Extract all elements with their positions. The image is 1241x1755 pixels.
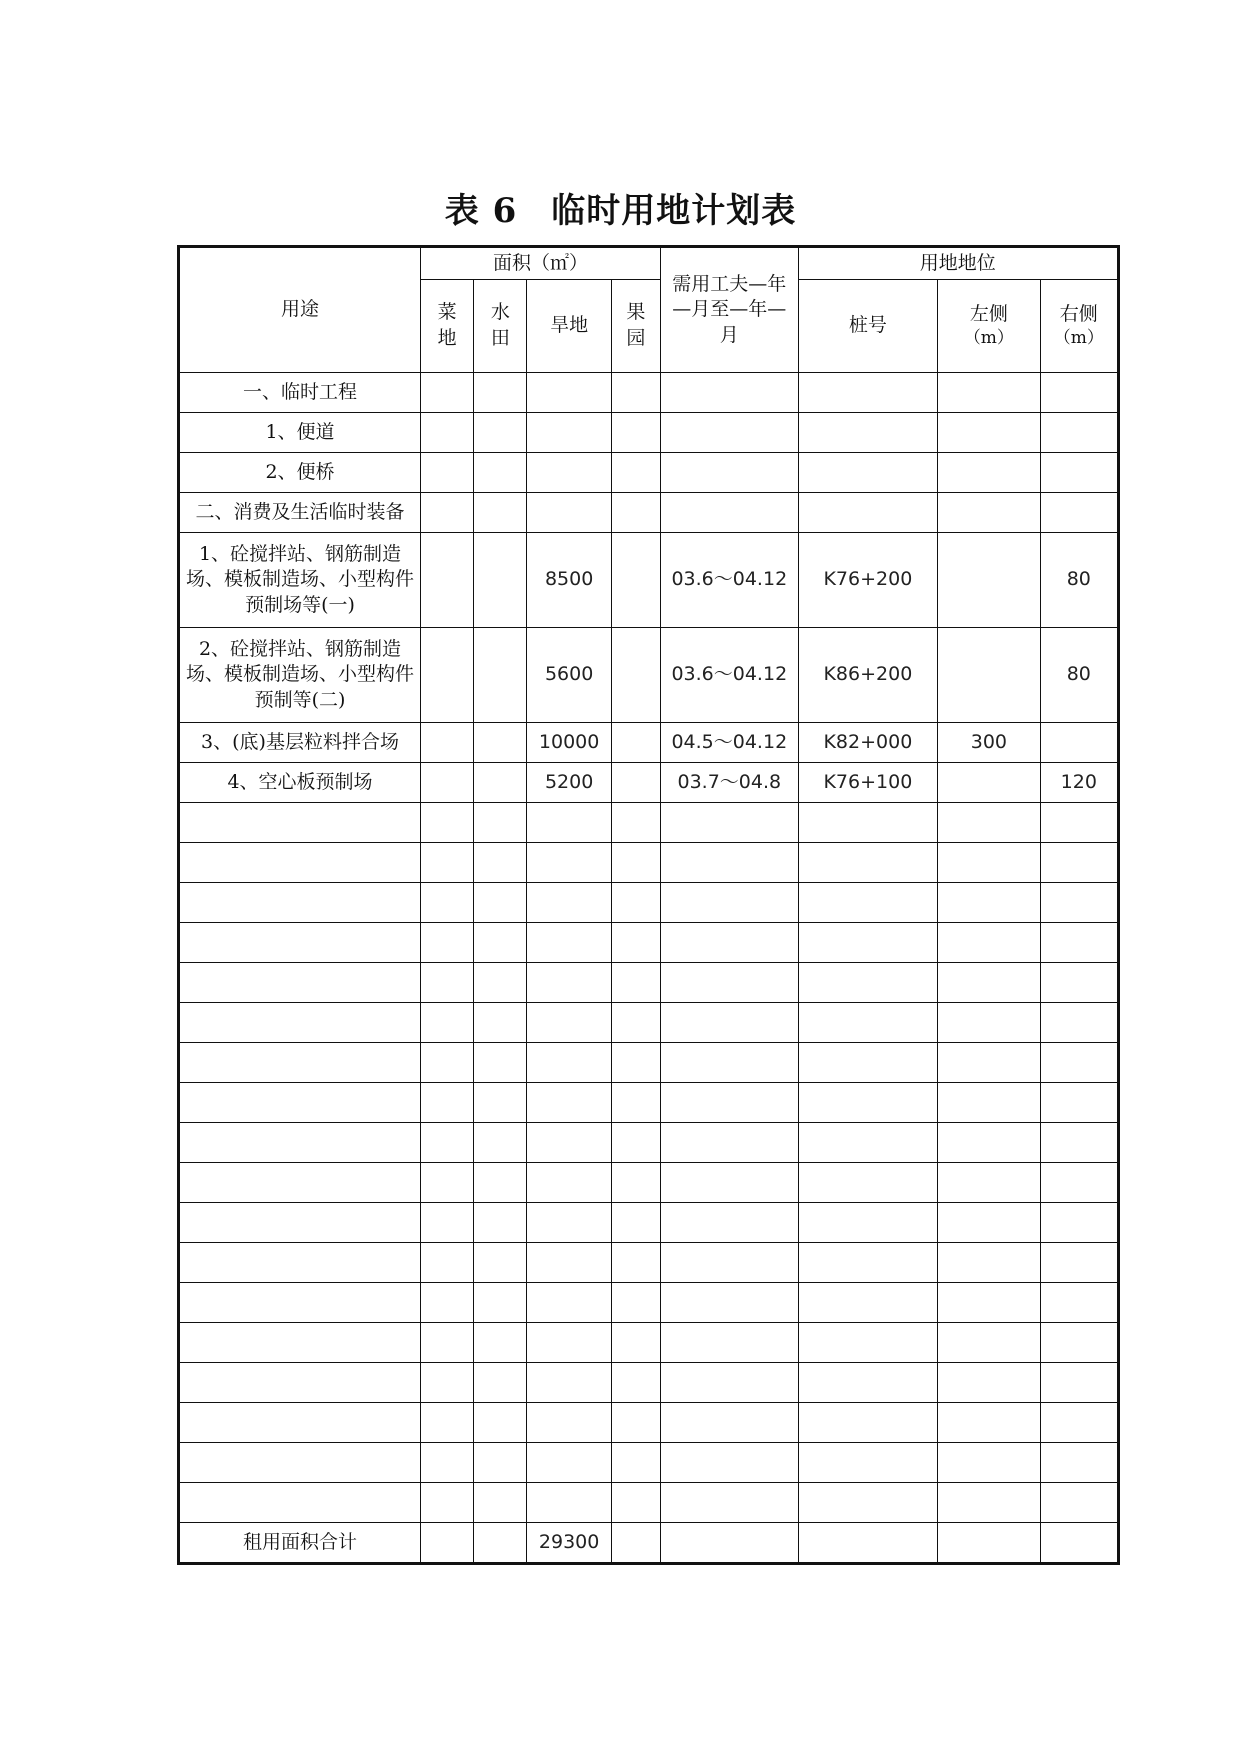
cell-duration xyxy=(661,1163,799,1203)
cell-use xyxy=(179,1283,421,1323)
cell-duration xyxy=(661,1363,799,1403)
cell-duration xyxy=(661,923,799,963)
total-cell-right xyxy=(1040,1523,1118,1564)
cell-use xyxy=(179,843,421,883)
header-left-label: 左侧 xyxy=(969,302,1008,325)
cell-veg xyxy=(421,413,474,453)
cell-left xyxy=(938,1283,1040,1323)
cell-right xyxy=(1040,1443,1118,1483)
cell-use xyxy=(179,1003,421,1043)
total-cell-use: 租用面积合计 xyxy=(179,1523,421,1564)
header-right-label: 右侧 xyxy=(1059,302,1098,325)
cell-orchard xyxy=(611,843,660,883)
cell-duration xyxy=(661,803,799,843)
cell-left xyxy=(938,628,1040,723)
cell-duration: 03.6～04.12 xyxy=(661,533,799,628)
cell-veg xyxy=(421,1483,474,1523)
cell-paddy xyxy=(474,883,527,923)
empty-row xyxy=(179,843,1119,883)
header-orchard: 果园 xyxy=(611,280,660,373)
cell-duration xyxy=(661,1043,799,1083)
cell-station xyxy=(798,453,938,493)
header-area-group: 面积（㎡） xyxy=(421,247,661,280)
cell-dry xyxy=(527,843,611,883)
cell-use: 一、临时工程 xyxy=(179,373,421,413)
cell-use xyxy=(179,803,421,843)
cell-paddy xyxy=(474,373,527,413)
cell-station xyxy=(798,963,938,1003)
cell-veg xyxy=(421,1363,474,1403)
cell-veg xyxy=(421,1043,474,1083)
cell-left xyxy=(938,1403,1040,1443)
total-cell-duration xyxy=(661,1523,799,1564)
cell-station xyxy=(798,1043,938,1083)
cell-veg xyxy=(421,1083,474,1123)
cell-left xyxy=(938,803,1040,843)
empty-row xyxy=(179,923,1119,963)
cell-paddy xyxy=(474,533,527,628)
cell-dry xyxy=(527,803,611,843)
cell-duration xyxy=(661,1203,799,1243)
cell-veg xyxy=(421,963,474,1003)
total-cell-station xyxy=(798,1523,938,1564)
total-cell-paddy xyxy=(474,1523,527,1564)
cell-orchard xyxy=(611,1363,660,1403)
header-veg: 菜地 xyxy=(421,280,474,373)
cell-veg xyxy=(421,1323,474,1363)
cell-left xyxy=(938,493,1040,533)
cell-dry xyxy=(527,1123,611,1163)
cell-orchard xyxy=(611,1483,660,1523)
empty-row xyxy=(179,1363,1119,1403)
table-row xyxy=(179,453,1119,493)
cell-dry xyxy=(527,963,611,1003)
cell-veg xyxy=(421,1243,474,1283)
cell-duration xyxy=(661,1243,799,1283)
table-number: 表 6 xyxy=(444,191,518,231)
cell-paddy xyxy=(474,923,527,963)
cell-station xyxy=(798,1483,938,1523)
cell-use: 2、便桥 xyxy=(179,453,421,493)
cell-right xyxy=(1040,453,1118,493)
cell-use xyxy=(179,1243,421,1283)
cell-veg xyxy=(421,453,474,493)
cell-duration xyxy=(661,1323,799,1363)
total-row xyxy=(179,1523,1119,1564)
cell-orchard xyxy=(611,1123,660,1163)
cell-right xyxy=(1040,963,1118,1003)
cell-paddy xyxy=(474,413,527,453)
cell-station xyxy=(798,493,938,533)
cell-orchard xyxy=(611,493,660,533)
cell-paddy xyxy=(474,803,527,843)
cell-paddy xyxy=(474,1443,527,1483)
cell-dry xyxy=(527,1243,611,1283)
cell-veg xyxy=(421,628,474,723)
cell-paddy xyxy=(474,843,527,883)
cell-dry xyxy=(527,493,611,533)
cell-duration xyxy=(661,1083,799,1123)
cell-right xyxy=(1040,1163,1118,1203)
cell-paddy xyxy=(474,1483,527,1523)
cell-left xyxy=(938,1043,1040,1083)
cell-right xyxy=(1040,1243,1118,1283)
cell-orchard xyxy=(611,1323,660,1363)
cell-station xyxy=(798,883,938,923)
cell-orchard xyxy=(611,1283,660,1323)
cell-station xyxy=(798,1123,938,1163)
cell-paddy xyxy=(474,1163,527,1203)
cell-right xyxy=(1040,373,1118,413)
cell-paddy xyxy=(474,1243,527,1283)
header-left xyxy=(938,280,1040,373)
table-row xyxy=(179,723,1119,763)
cell-paddy xyxy=(474,963,527,1003)
cell-left xyxy=(938,1483,1040,1523)
empty-row xyxy=(179,1323,1119,1363)
cell-paddy xyxy=(474,1323,527,1363)
cell-right xyxy=(1040,413,1118,453)
cell-duration xyxy=(661,1443,799,1483)
cell-use xyxy=(179,1123,421,1163)
cell-station xyxy=(798,1283,938,1323)
empty-row xyxy=(179,1403,1119,1443)
empty-row xyxy=(179,803,1119,843)
cell-orchard xyxy=(611,1083,660,1123)
cell-veg xyxy=(421,803,474,843)
cell-duration xyxy=(661,1483,799,1523)
cell-veg xyxy=(421,493,474,533)
cell-orchard xyxy=(611,1003,660,1043)
cell-orchard xyxy=(611,763,660,803)
cell-orchard xyxy=(611,453,660,493)
cell-use: 1、砼搅拌站、钢筋制造场、模板制造场、小型构件预制场等(一) xyxy=(179,533,421,628)
cell-right: 120 xyxy=(1040,763,1118,803)
cell-paddy xyxy=(474,1283,527,1323)
empty-row xyxy=(179,1243,1119,1283)
cell-duration xyxy=(661,1123,799,1163)
cell-right xyxy=(1040,1403,1118,1443)
cell-duration xyxy=(661,1403,799,1443)
table-row xyxy=(179,628,1119,723)
cell-orchard xyxy=(611,1163,660,1203)
cell-dry xyxy=(527,1003,611,1043)
cell-paddy xyxy=(474,628,527,723)
cell-use xyxy=(179,963,421,1003)
cell-orchard xyxy=(611,1203,660,1243)
empty-row xyxy=(179,1043,1119,1083)
cell-paddy xyxy=(474,723,527,763)
cell-veg xyxy=(421,1163,474,1203)
cell-veg xyxy=(421,1203,474,1243)
cell-use: 3、(底)基层粒料拌合场 xyxy=(179,723,421,763)
cell-left xyxy=(938,1003,1040,1043)
table-row xyxy=(179,413,1119,453)
cell-veg xyxy=(421,843,474,883)
cell-right xyxy=(1040,1483,1118,1523)
cell-left xyxy=(938,1163,1040,1203)
page-title xyxy=(0,183,1241,232)
cell-use: 4、空心板预制场 xyxy=(179,763,421,803)
cell-right xyxy=(1040,1043,1118,1083)
cell-veg xyxy=(421,1283,474,1323)
cell-left xyxy=(938,1203,1040,1243)
cell-use: 1、便道 xyxy=(179,413,421,453)
cell-dry: 10000 xyxy=(527,723,611,763)
cell-dry xyxy=(527,373,611,413)
cell-use: 二、消费及生活临时装备 xyxy=(179,493,421,533)
cell-veg xyxy=(421,723,474,763)
cell-left xyxy=(938,883,1040,923)
cell-duration: 03.7～04.8 xyxy=(661,763,799,803)
cell-dry xyxy=(527,1043,611,1083)
cell-veg xyxy=(421,373,474,413)
cell-station xyxy=(798,1323,938,1363)
cell-duration: 03.6～04.12 xyxy=(661,628,799,723)
header-location-group: 用地地位 xyxy=(798,247,1118,280)
cell-duration xyxy=(661,413,799,453)
cell-duration xyxy=(661,453,799,493)
table-title: 临时用地计划表 xyxy=(551,191,797,231)
cell-station: K86+200 xyxy=(798,628,938,723)
cell-left xyxy=(938,1443,1040,1483)
total-cell-veg xyxy=(421,1523,474,1564)
cell-station xyxy=(798,1363,938,1403)
cell-station xyxy=(798,413,938,453)
cell-left: 300 xyxy=(938,723,1040,763)
cell-right xyxy=(1040,883,1118,923)
cell-left xyxy=(938,1323,1040,1363)
cell-duration xyxy=(661,1283,799,1323)
cell-orchard xyxy=(611,373,660,413)
cell-veg xyxy=(421,1443,474,1483)
cell-use xyxy=(179,1163,421,1203)
cell-left xyxy=(938,923,1040,963)
header-left-unit: （m） xyxy=(963,328,1014,349)
empty-row xyxy=(179,1443,1119,1483)
empty-row xyxy=(179,1283,1119,1323)
cell-paddy xyxy=(474,493,527,533)
cell-station xyxy=(798,1243,938,1283)
cell-dry xyxy=(527,1083,611,1123)
cell-dry xyxy=(527,883,611,923)
cell-paddy xyxy=(474,1123,527,1163)
cell-right xyxy=(1040,1283,1118,1323)
cell-right xyxy=(1040,923,1118,963)
cell-orchard xyxy=(611,533,660,628)
cell-dry xyxy=(527,1443,611,1483)
cell-right xyxy=(1040,1123,1118,1163)
cell-left xyxy=(938,1123,1040,1163)
cell-orchard xyxy=(611,803,660,843)
cell-paddy xyxy=(474,1363,527,1403)
cell-left xyxy=(938,963,1040,1003)
cell-duration: 04.5～04.12 xyxy=(661,723,799,763)
empty-row xyxy=(179,1163,1119,1203)
cell-use xyxy=(179,1203,421,1243)
cell-orchard xyxy=(611,723,660,763)
cell-right xyxy=(1040,1363,1118,1403)
cell-duration xyxy=(661,963,799,1003)
cell-duration xyxy=(661,883,799,923)
cell-dry xyxy=(527,1483,611,1523)
cell-use xyxy=(179,1403,421,1443)
empty-row xyxy=(179,1203,1119,1243)
cell-right: 80 xyxy=(1040,628,1118,723)
cell-right xyxy=(1040,843,1118,883)
cell-station xyxy=(798,1163,938,1203)
cell-use xyxy=(179,883,421,923)
empty-row xyxy=(179,1083,1119,1123)
cell-veg xyxy=(421,1123,474,1163)
cell-left xyxy=(938,763,1040,803)
table-row xyxy=(179,763,1119,803)
cell-station: K76+100 xyxy=(798,763,938,803)
cell-right xyxy=(1040,1003,1118,1043)
empty-row xyxy=(179,1483,1119,1523)
cell-left xyxy=(938,1083,1040,1123)
cell-station xyxy=(798,1083,938,1123)
cell-station: K82+000 xyxy=(798,723,938,763)
cell-dry: 8500 xyxy=(527,533,611,628)
cell-duration xyxy=(661,493,799,533)
cell-left xyxy=(938,453,1040,493)
cell-veg xyxy=(421,1003,474,1043)
cell-use: 2、砼搅拌站、钢筋制造场、模板制造场、小型构件预制等(二) xyxy=(179,628,421,723)
cell-paddy xyxy=(474,763,527,803)
header-use: 用途 xyxy=(179,247,421,373)
cell-orchard xyxy=(611,1243,660,1283)
cell-veg xyxy=(421,883,474,923)
cell-station xyxy=(798,1403,938,1443)
cell-orchard xyxy=(611,883,660,923)
cell-orchard xyxy=(611,963,660,1003)
header-paddy: 水田 xyxy=(474,280,527,373)
cell-use xyxy=(179,1363,421,1403)
cell-orchard xyxy=(611,923,660,963)
total-cell-dry: 29300 xyxy=(527,1523,611,1564)
cell-left xyxy=(938,533,1040,628)
empty-row xyxy=(179,883,1119,923)
cell-right xyxy=(1040,1083,1118,1123)
cell-left xyxy=(938,413,1040,453)
cell-orchard xyxy=(611,1443,660,1483)
header-duration: 需用工夫—年—月至—年—月 xyxy=(661,247,799,373)
cell-duration xyxy=(661,1003,799,1043)
header-station: 桩号 xyxy=(798,280,938,373)
cell-duration xyxy=(661,373,799,413)
temporary-land-plan-table xyxy=(177,245,1120,1565)
cell-right: 80 xyxy=(1040,533,1118,628)
cell-right xyxy=(1040,493,1118,533)
cell-dry: 5600 xyxy=(527,628,611,723)
header-row-1 xyxy=(179,247,1119,280)
cell-dry xyxy=(527,1203,611,1243)
cell-use xyxy=(179,1323,421,1363)
cell-orchard xyxy=(611,413,660,453)
cell-dry xyxy=(527,1163,611,1203)
cell-orchard xyxy=(611,1043,660,1083)
cell-paddy xyxy=(474,1043,527,1083)
cell-dry xyxy=(527,1323,611,1363)
cell-dry: 5200 xyxy=(527,763,611,803)
header-right-unit: （m） xyxy=(1053,328,1104,349)
cell-right xyxy=(1040,803,1118,843)
cell-use xyxy=(179,1443,421,1483)
cell-paddy xyxy=(474,453,527,493)
cell-dry xyxy=(527,1283,611,1323)
cell-left xyxy=(938,1363,1040,1403)
cell-left xyxy=(938,1243,1040,1283)
cell-station xyxy=(798,843,938,883)
header-right xyxy=(1040,280,1118,373)
cell-use xyxy=(179,1043,421,1083)
cell-station xyxy=(798,373,938,413)
table-row xyxy=(179,373,1119,413)
table-row xyxy=(179,493,1119,533)
cell-veg xyxy=(421,1403,474,1443)
cell-dry xyxy=(527,1363,611,1403)
cell-dry xyxy=(527,923,611,963)
table-row xyxy=(179,533,1119,628)
empty-row xyxy=(179,963,1119,1003)
cell-veg xyxy=(421,533,474,628)
cell-station: K76+200 xyxy=(798,533,938,628)
cell-station xyxy=(798,803,938,843)
cell-paddy xyxy=(474,1083,527,1123)
cell-orchard xyxy=(611,628,660,723)
total-cell-left xyxy=(938,1523,1040,1564)
cell-station xyxy=(798,1443,938,1483)
total-cell-orchard xyxy=(611,1523,660,1564)
cell-paddy xyxy=(474,1203,527,1243)
cell-station xyxy=(798,1203,938,1243)
cell-use xyxy=(179,1483,421,1523)
cell-paddy xyxy=(474,1003,527,1043)
cell-left xyxy=(938,843,1040,883)
cell-dry xyxy=(527,413,611,453)
cell-veg xyxy=(421,763,474,803)
cell-paddy xyxy=(474,1403,527,1443)
cell-station xyxy=(798,1003,938,1043)
cell-station xyxy=(798,923,938,963)
cell-dry xyxy=(527,1403,611,1443)
cell-dry xyxy=(527,453,611,493)
header-dry: 旱地 xyxy=(527,280,611,373)
cell-right xyxy=(1040,1203,1118,1243)
empty-row xyxy=(179,1003,1119,1043)
cell-left xyxy=(938,373,1040,413)
cell-right xyxy=(1040,723,1118,763)
cell-duration xyxy=(661,843,799,883)
cell-right xyxy=(1040,1323,1118,1363)
cell-veg xyxy=(421,923,474,963)
cell-use xyxy=(179,1083,421,1123)
empty-row xyxy=(179,1123,1119,1163)
cell-orchard xyxy=(611,1403,660,1443)
cell-use xyxy=(179,923,421,963)
